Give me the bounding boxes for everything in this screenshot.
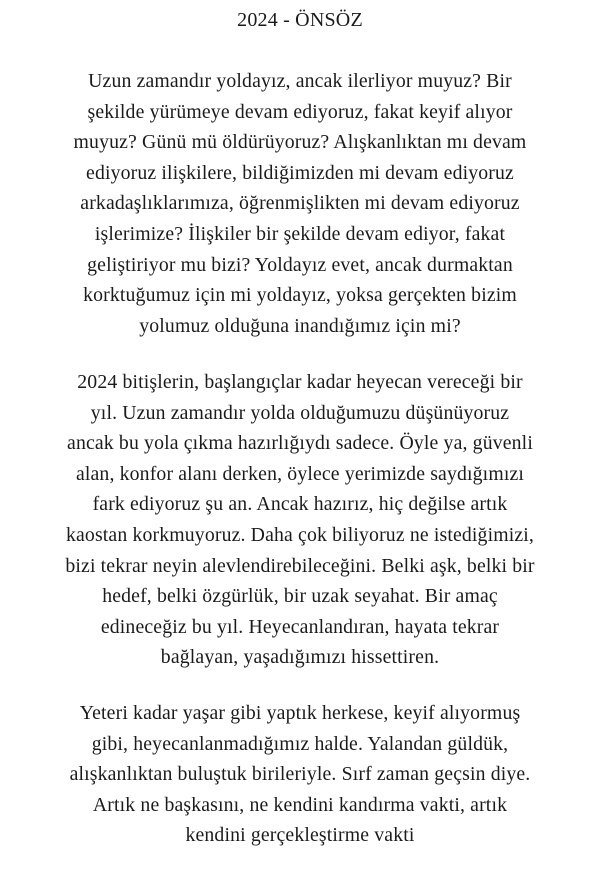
- paragraph-2024: [0, 367, 600, 673]
- text-line: Artık ne başkasını, ne kendini kandırma vakti, artık: [92, 793, 508, 816]
- text-line: işlerimize? İlişkiler bir şekilde devam ediyor, fakat: [94, 222, 506, 245]
- text-line: edineceğiz bu yıl. Heyecanlandıran, hayata tekrar: [100, 615, 500, 638]
- text-line: muyuz? Günü mü öldürüyoruz? Alışkanlıktan mı devam: [73, 131, 527, 154]
- paragraph-closing: [0, 698, 600, 851]
- text-line: korktuğumuz için mi yoldayız, yoksa gerçekten bizim: [83, 284, 517, 307]
- text-line: kendini gerçekleştirme vakti: [185, 824, 415, 847]
- text-line: alışkanlıktan buluştuk birileriyle. Sırf zaman geçsin diye.: [69, 763, 531, 786]
- text-line: alan, konfor alanı derken, öylece yerimizde saydığımızı: [75, 462, 525, 485]
- text-line: bizi tekrar neyin alevlendirebileceğini. Belki aşk, belki bir: [65, 554, 535, 577]
- text-line: Yeteri kadar yaşar gibi yaptık herkese, keyif alıyormuş: [79, 702, 521, 724]
- text-line: hedef, belki özgürlük, bir uzak seyahat. Bir amaç: [102, 585, 498, 608]
- text-line: yolumuz olduğuna inandığımız için mi?: [139, 314, 461, 337]
- text-line: arkadaşlıklarımıza, öğrenmişlikten mi devam ediyoruz: [80, 192, 520, 215]
- paragraph-intro: [0, 66, 600, 341]
- text-line: gibi, heyecanlanmadığımız halde. Yalandan güldük,: [91, 732, 509, 755]
- text-line: Uzun zamandır yoldayız, ancak ilerliyor muyuz? Bir: [88, 70, 512, 92]
- text-line: yıl. Uzun zamandır yolda olduğumuzu düşünüyoruz: [90, 401, 510, 424]
- text-line: geliştiriyor mu bizi? Yoldayız evet, ancak durmaktan: [87, 253, 513, 276]
- text-line: fark ediyoruz şu an. Ancak hazırız, hiç değilse artık: [92, 493, 508, 516]
- text-line: bağlayan, yaşadığımızı hissettiren.: [160, 646, 440, 669]
- text-line: 2024 bitişlerin, başlangıçlar kadar heyecan vereceği bir: [77, 371, 523, 393]
- page-title: 2024 - ÖNSÖZ: [237, 9, 363, 31]
- text-line: ediyoruz ilişkilere, bildiğimizden mi devam ediyoruz: [86, 161, 514, 184]
- text-line: kaostan korkmuyoruz. Daha çok biliyoruz ne istediğimizi,: [65, 523, 535, 546]
- text-line: şekilde yürümeye devam ediyoruz, fakat keyif alıyor: [87, 100, 513, 123]
- text-line: ancak bu yola çıkma hazırlığıydı sadece. Öyle ya, güvenli: [67, 432, 533, 455]
